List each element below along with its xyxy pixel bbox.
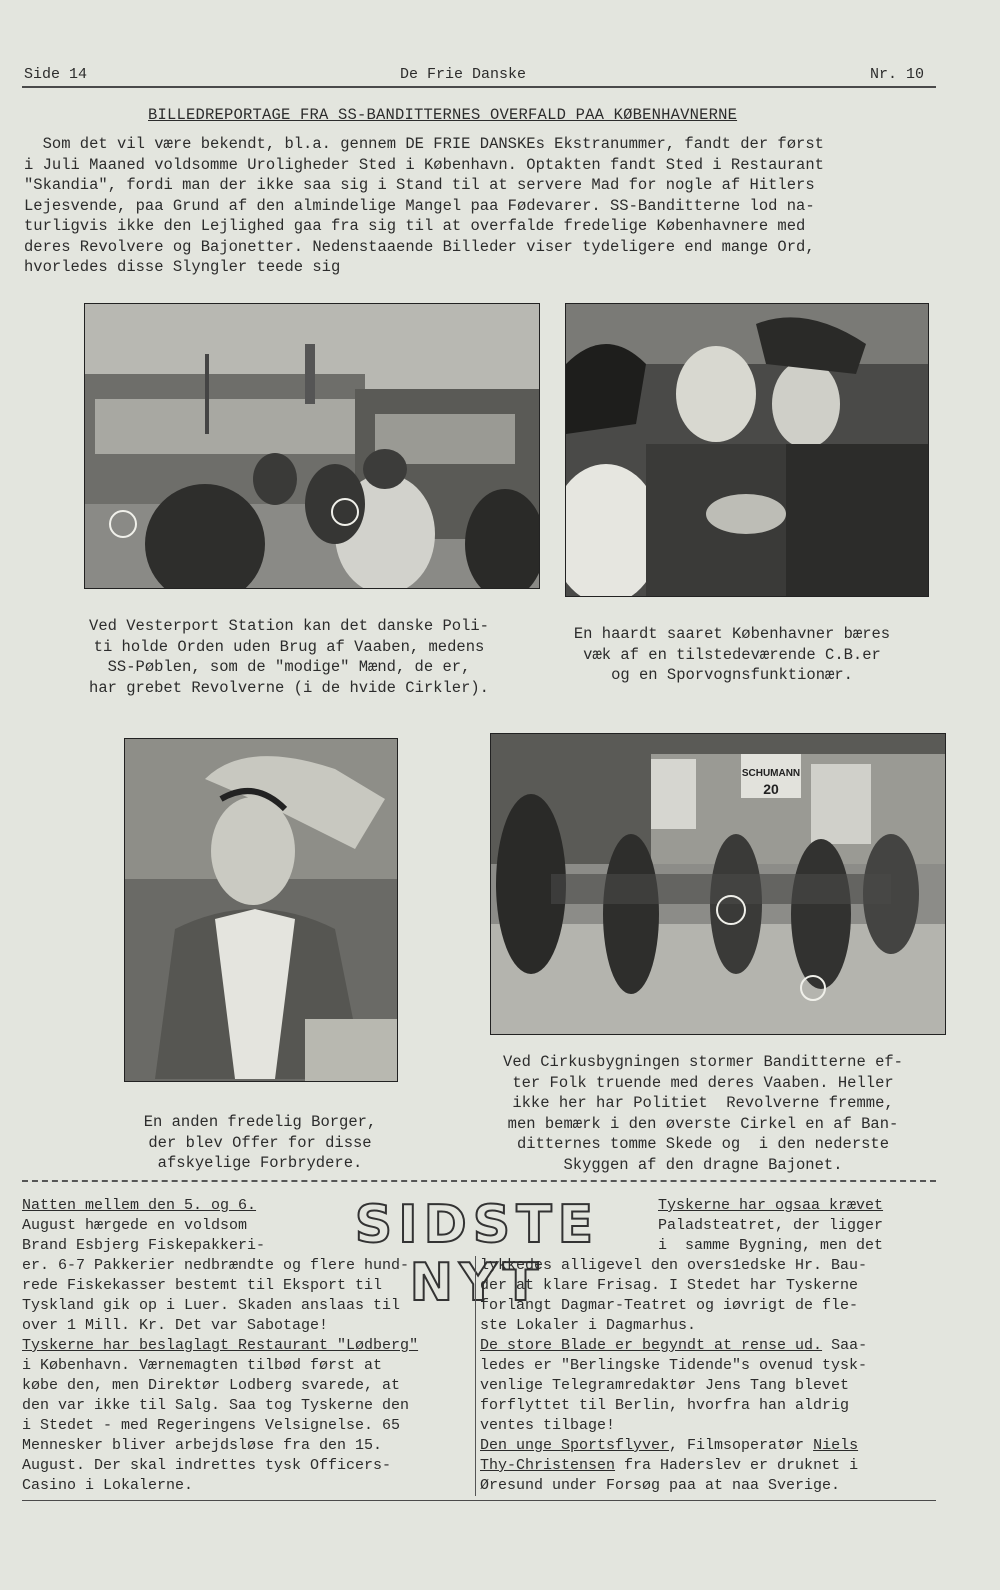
news-lodberg-body: i København. Værnemagten tilbød først at købe den, men Direktør Lodberg svarede, at den var ikke til Salg. Saa tog Tyskerne den i Stedet - med Regeringens Velsignelse. 65 Mennesker bliver arbejdsløse fra den 15. August. Der skal indrettes tysk Officers- Casino i Lokalerne. xyxy=(22,1357,410,1494)
news-sportsflyver-line2 xyxy=(480,1456,858,1496)
article-title: BILLEDREPORTAGE FRA SS-BANDITTERNES OVERFALD PAA KØBENHAVNERNE xyxy=(148,106,738,124)
intro-line: i Juli Maaned voldsomme Uroligheder Sted i København. Optakten fandt Sted i Restaurant xyxy=(24,155,824,174)
news-esbjerg-body-wide: er. 6-7 Pakkerier nedbrændte og flere hund- rede Fiskekasser bestemt til Eksport til Tyskland gik op i Luer. Skaden anslaas til over 1 Mill. Kr. Det var Sabotage! xyxy=(22,1257,410,1334)
sign-number: 20 xyxy=(763,781,779,797)
paper-name: De Frie Danske xyxy=(400,66,527,83)
news-sportsflyver-rest: fra Haderslev er druknet i Øresund under Forsøg paa at naa Sverige. xyxy=(480,1457,859,1494)
caption-injured-citizen: En anden fredelig Borger, der blev Offer for disse afskyelige Forbrydere. xyxy=(143,1113,377,1172)
caption-wounded-man: En haardt saaret Københavner bæres væk af en tilstedeværende C.B.er og en Sporvognsfunktionær. xyxy=(573,625,891,684)
news-lodberg-headline: Tyskerne har beslaglagt Restaurant "Lødberg" xyxy=(22,1337,419,1354)
intro-line: "Skandia", fordi man der ikke saa sig i Stand til at servere Mad for nogle af Hitlers xyxy=(24,176,815,194)
intro-line: Lejesvende, paa Grund af den almindelige Mangel paa Fødevarer. SS-Banditterne lod na- xyxy=(24,196,815,215)
sign-schumann: SCHUMANN xyxy=(741,768,801,779)
header-rule xyxy=(22,86,936,88)
photo-wounded-man xyxy=(565,303,929,597)
news-sportsflyver-line1 xyxy=(480,1436,858,1456)
column-divider xyxy=(475,1256,476,1496)
news-esbjerg-body: August hærgede en voldsom Brand Esbjerg Fiskepakkeri- xyxy=(22,1217,266,1254)
news-blade-headline-text: De store Blade er begyndt at rense ud. xyxy=(480,1337,823,1354)
photo-cirkusbygningen xyxy=(490,733,946,1035)
news-sportsflyver-name: Niels xyxy=(813,1437,859,1454)
news-palads-headline: Tyskerne har ogsaa krævet xyxy=(658,1197,884,1214)
news-sportsflyver-headline: Den unge Sportsflyver xyxy=(480,1437,670,1454)
news-sportsflyver-mid: , Filmsoperatør xyxy=(669,1437,814,1454)
intro-line: Som det vil være bekendt, bl.a. gennem DE FRIE DANSKEs Ekstranummer, fandt der først xyxy=(24,135,824,153)
issue-number: Nr. 10 xyxy=(870,66,925,83)
news-palads-body-wide: lykkedes alligevel den overs1edske Hr. Bau- der at klare Frisag. I Stedet har Tyskerne forlangt Dagmar-Teatret og iøvrigt de fle- ste Lokaler i Dagmarhus. xyxy=(480,1257,868,1334)
sidste-nyt-heading: SIDSTE NYT xyxy=(354,1195,600,1313)
intro-line: turligvis ikke den Lejlighed gaa fra sig til at overfalde fredelige Københavnere med xyxy=(24,217,806,235)
bottom-rule xyxy=(22,1500,936,1501)
caption-cirkusbygningen: Ved Cirkusbygningen stormer Banditterne ef- ter Folk truende med deres Vaaben. Heller ikke her har Politiet Revolverne fremme, men bemærk i den øverste Cirkel en af Ban- ditternes tomme Skede og i den nederste Skyggen af den dragne Bajonet. xyxy=(503,1053,903,1174)
caption-vesterport: Ved Vesterport Station kan det danske Poli- ti holde Orden uden Brug af Vaaben, medens SS-Pøblen, som de "modige" Mænd, de er, har grebet Revolverne (i de hvide Cirkler). xyxy=(89,617,489,697)
news-blade-headline-tail: Saa- xyxy=(822,1337,868,1354)
news-blade-headline xyxy=(480,1336,867,1356)
article-intro xyxy=(24,134,944,278)
intro-line: deres Revolvere og Bajonetter. Nedenstaaende Billeder viser tydeligere end mange Ord, xyxy=(24,237,815,256)
photo-injured-citizen xyxy=(124,738,398,1082)
photo-vesterport xyxy=(84,303,540,589)
news-palads-body: Paladsteatret, der ligger i samme Bygning, men det xyxy=(658,1217,884,1254)
intro-line: hvorledes disse Slyngler teede sig xyxy=(24,258,341,276)
news-blade-body: ledes er "Berlingske Tidende"s ovenud tysk- venlige Telegramredaktør Jens Tang blevet forflyttet til Berlin, hvorfra han aldrig ventes tilbage! xyxy=(480,1357,868,1434)
news-sportsflyver-surname: Thy-Christensen xyxy=(480,1457,616,1474)
page-number: Side 14 xyxy=(24,66,88,83)
news-esbjerg-headline: Natten mellem den 5. og 6. xyxy=(22,1197,257,1214)
section-rule xyxy=(22,1180,936,1182)
